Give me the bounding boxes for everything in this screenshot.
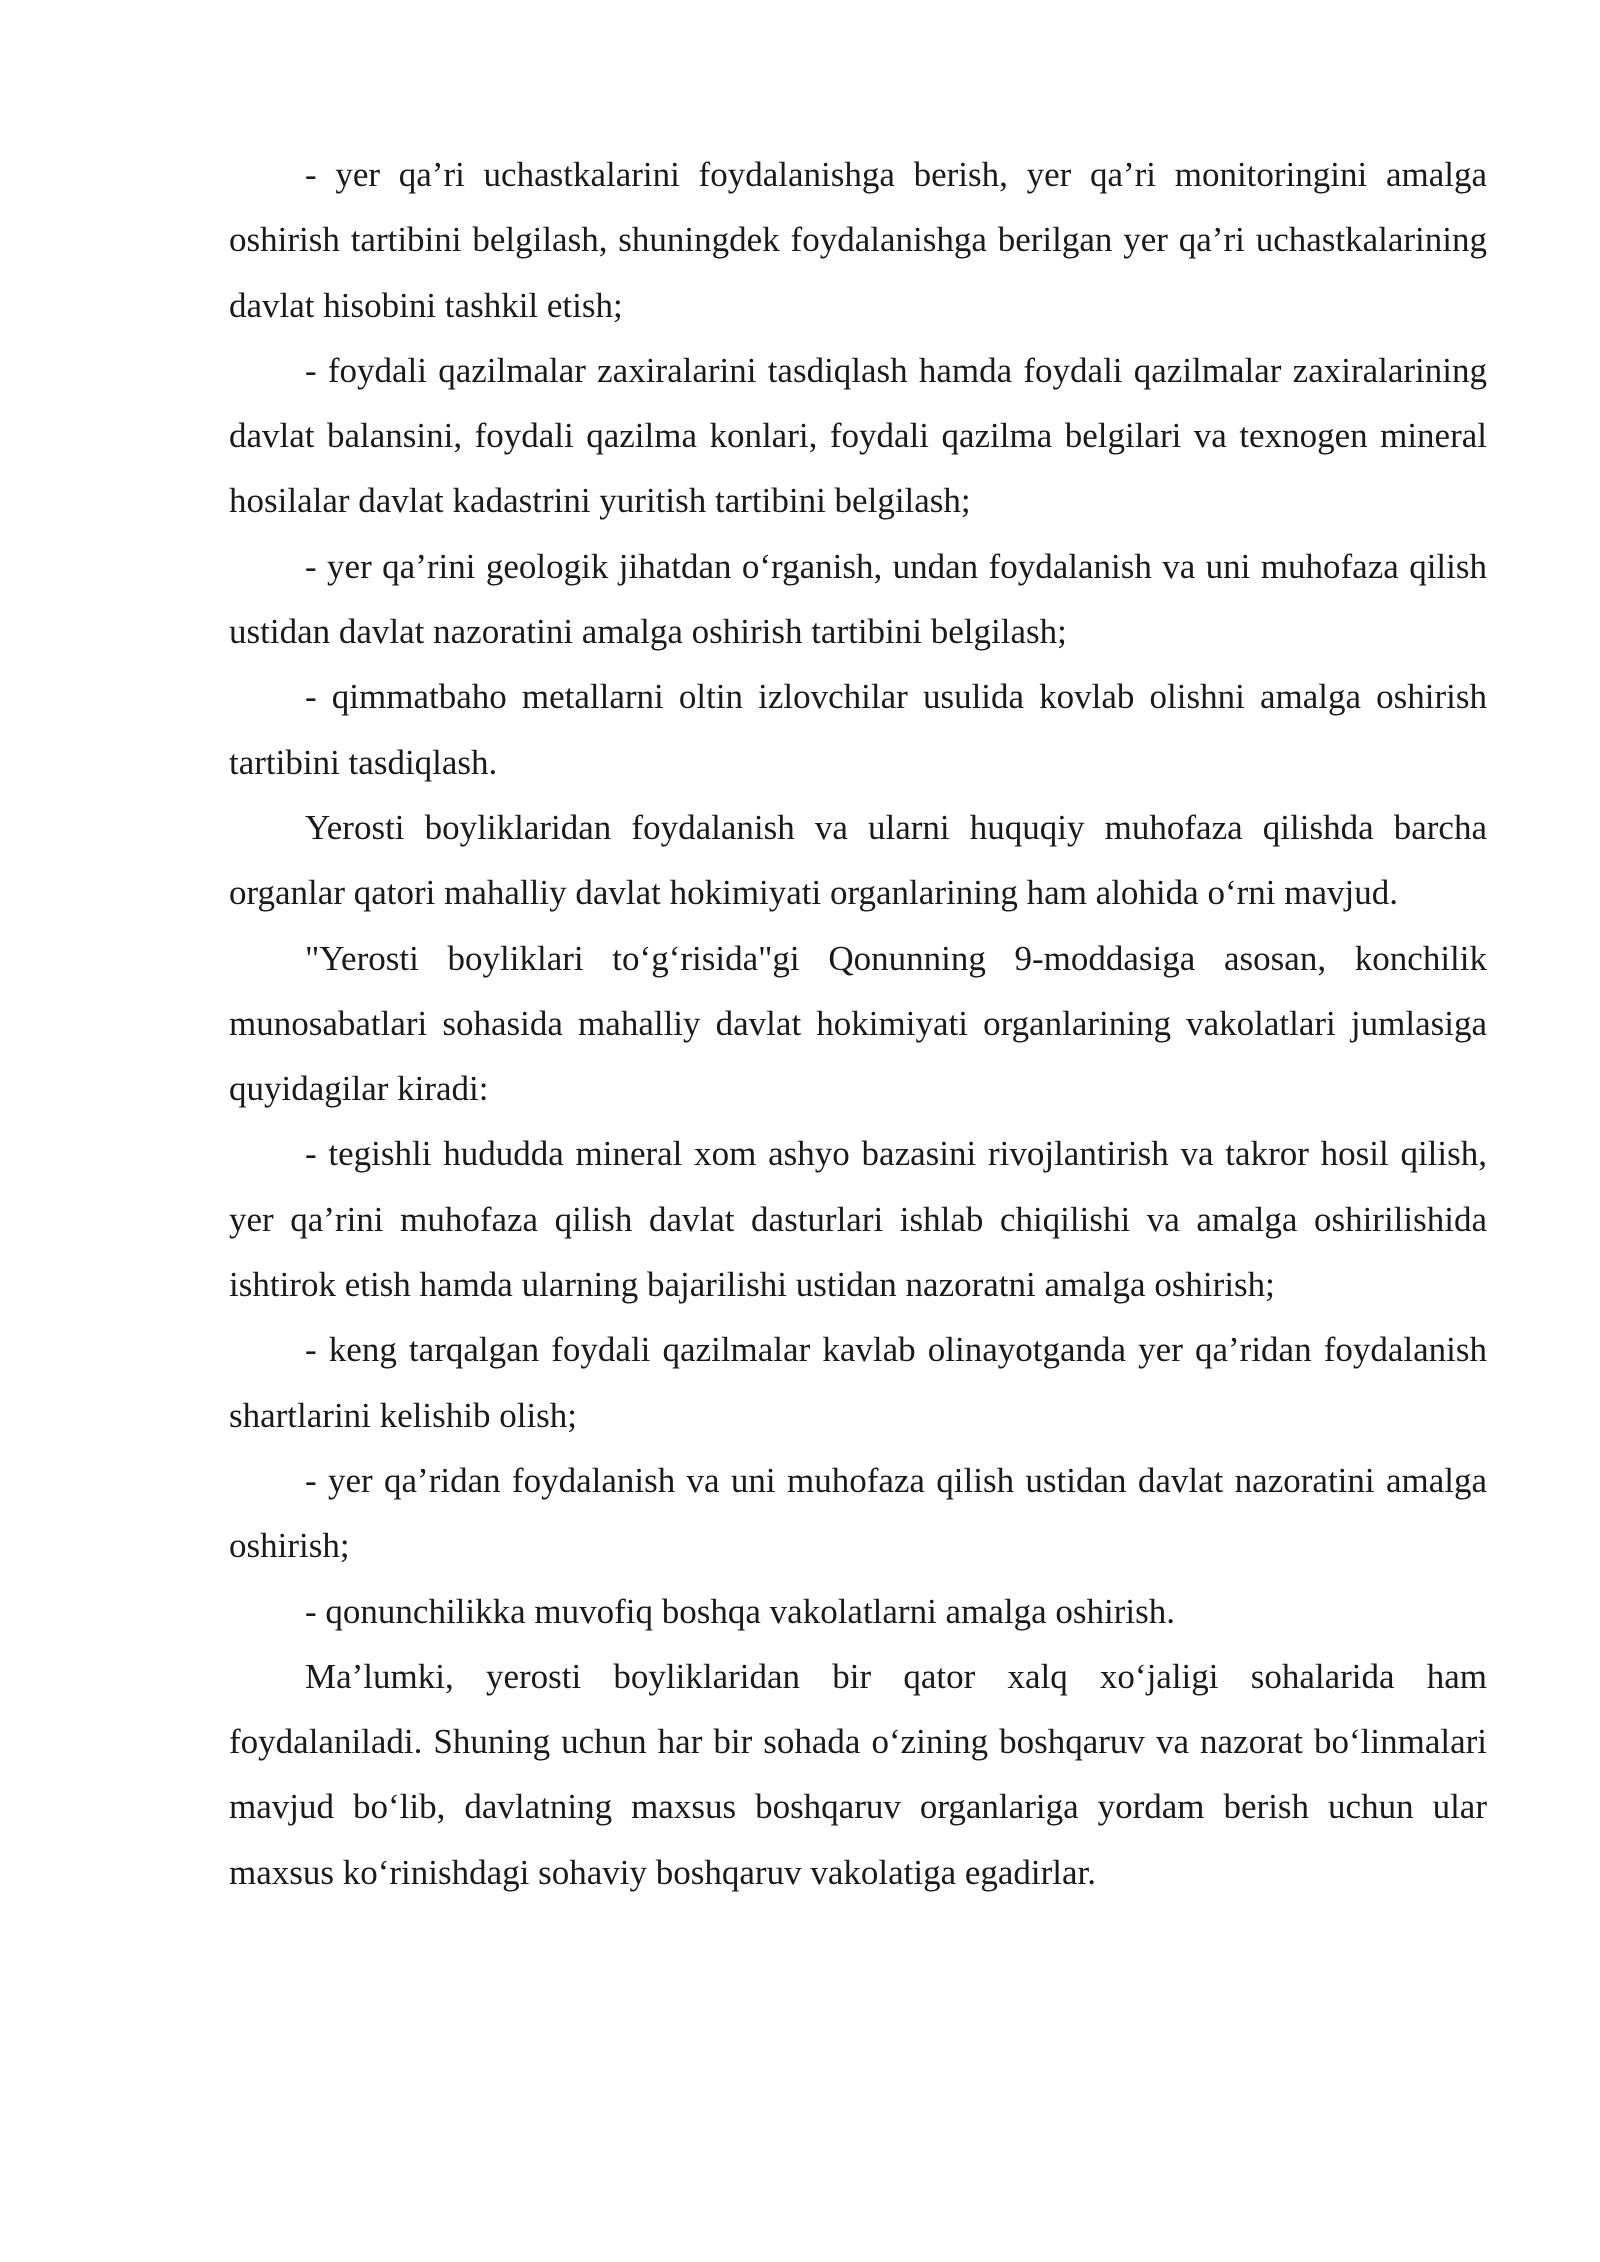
paragraph-9: - yer qa’ridan foydalanish va uni muhofaza qilish ustidan davlat nazoratini amalga oshirish; bbox=[229, 1460, 1487, 1566]
paragraph-7: - tegishli hududda mineral xom ashyo bazasini rivojlantirish va takror hosil qilish, yer qa’rini muhofaza qilish davlat dasturlari ishlab chiqilishi va amalga oshirilishida ishtirok etish hamda ularning bajarilishi ustidan nazoratni amalga oshirish; bbox=[229, 1134, 1487, 1305]
paragraph-4: - qimmatbaho metallarni oltin izlovchilar usulida kovlab olishni amalga oshirish tartibini tasdiqlash. bbox=[229, 677, 1487, 782]
paragraph-3: - yer qa’rini geologik jihatdan o‘rganish, undan foydalanish va uni muhofaza qilish ustidan davlat nazoratini amalga oshirish tartibini belgilash; bbox=[229, 546, 1487, 652]
paragraph-10: - qonunchilikka muvofiq boshqa vakolatlarni amalga oshirish. bbox=[305, 1591, 1175, 1631]
document-page bbox=[229, 142, 1487, 1905]
paragraph-5: Yerosti boyliklaridan foydalanish va ularni huquqiy muhofaza qilishda barcha organlar qatori mahalliy davlat hokimiyati organlarining ham alohida o‘rni mavjud. bbox=[229, 807, 1487, 913]
paragraph-1: - yer qa’ri uchastkalarini foydalanishga berish, yer qa’ri monitoringini amalga oshirish tartibini belgilash, shuningdek foydalanishga berilgan yer qa’ri uchastkalarining davlat hisobini tashkil etish; bbox=[229, 155, 1487, 325]
paragraph-2: - foydali qazilmalar zaxiralarini tasdiqlash hamda foydali qazilmalar zaxiralarining davlat balansini, foydali qazilma konlari, foydali qazilma belgilari va texnogen mineral hosilalar davlat kadastrini yuritish tartibini belgilash; bbox=[229, 350, 1487, 521]
paragraph-11: Ma’lumki, yerosti boyliklaridan bir qator xalq xo‘jaligi sohalarida ham foydalaniladi. Shuning uchun har bir sohada o‘zining boshqaruv va nazorat bo‘linmalari mavjud bo‘lib, davlatning maxsus boshqaruv organlariga yordam berish uchun ular maxsus ko‘rinishdagi sohaviy boshqaruv vakolatiga egadirlar. bbox=[229, 1656, 1487, 1892]
paragraph-6: "Yerosti boyliklari to‘g‘risida"gi Qonunning 9-moddasiga asosan, konchilik munosabatlari sohasida mahalliy davlat hokimiyati organlarining vakolatlari jumlasiga quyidagilar kiradi: bbox=[229, 938, 1487, 1109]
paragraph-8: - keng tarqalgan foydali qazilmalar kavlab olinayotganda yer qa’ridan foydalanish shartlarini kelishib olish; bbox=[229, 1330, 1487, 1435]
